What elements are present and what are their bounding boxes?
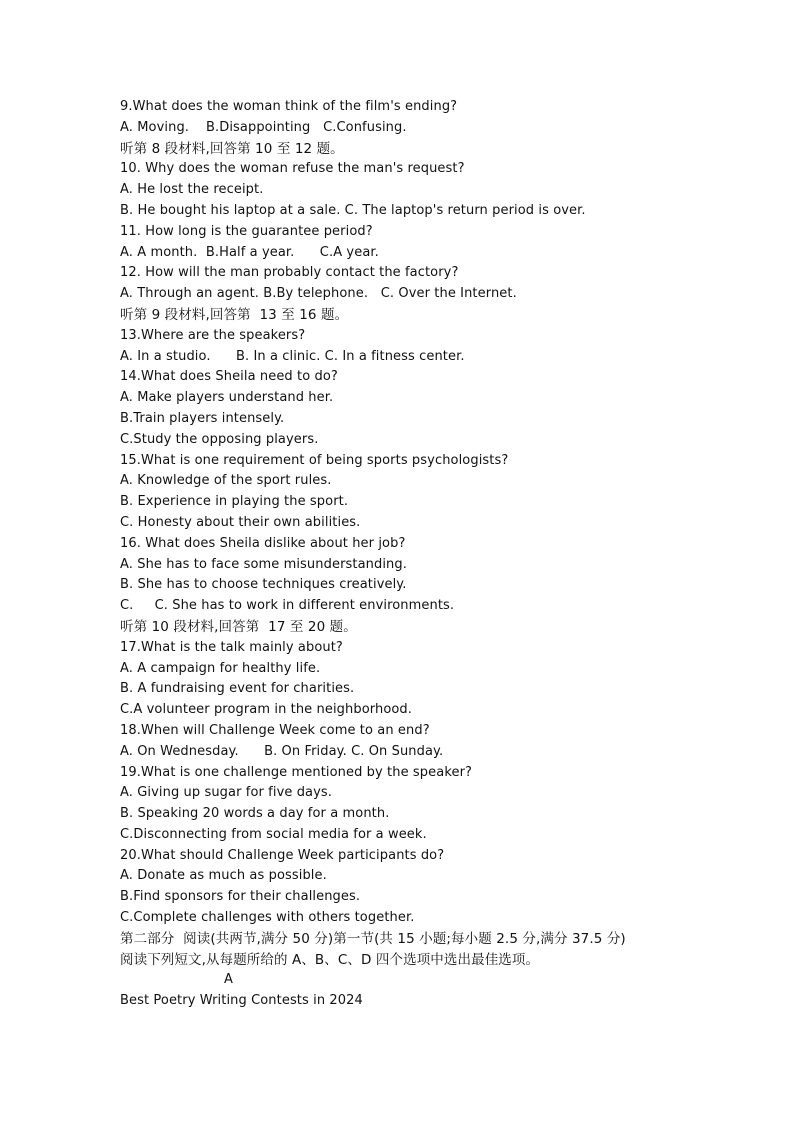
options-12: A. Through an agent. B.By telephone. C. Over the Internet. — [120, 286, 517, 302]
options-10bc: B. He bought his laptop at a sale. C. The laptop's return period is over. — [120, 202, 586, 218]
option-10a: A. He lost the receipt. — [120, 182, 264, 198]
option-20b: B.Find sponsors for their challenges. — [120, 889, 361, 905]
options-11: A. A month. B.Half a year. C.A year. — [120, 244, 379, 260]
question-20: 20.What should Challenge Week participants do? — [120, 847, 445, 863]
question-12: 12. How will the man probably contact the factory? — [120, 265, 459, 281]
option-16c: C. C. She has to work in different environments. — [120, 598, 455, 614]
section-instruction-9: 听第 9 段材料,回答第 13 至 16 题。 — [120, 306, 349, 323]
question-14: 14.What does Sheila need to do? — [120, 369, 338, 385]
option-20c: C.Complete challenges with others together. — [120, 910, 415, 926]
question-19: 19.What is one challenge mentioned by the speaker? — [120, 764, 473, 780]
question-13: 13.Where are the speakers? — [120, 327, 306, 343]
question-10: 10. Why does the woman refuse the man's request? — [120, 161, 465, 177]
options-18: A. On Wednesday. B. On Friday. C. On Sunday. — [120, 743, 444, 759]
option-17c: C.A volunteer program in the neighborhood. — [120, 702, 413, 718]
passage-label: A — [224, 972, 233, 988]
section-instruction-10: 听第 10 段材料,回答第 17 至 20 题。 — [120, 618, 357, 635]
option-14a: A. Make players understand her. — [120, 390, 334, 406]
question-15: 15.What is one requirement of being sports psychologists? — [120, 452, 509, 468]
exam-page — [120, 97, 730, 1012]
option-17b: B. A fundraising event for charities. — [120, 681, 355, 697]
option-14b: B.Train players intensely. — [120, 410, 285, 426]
option-19a: A. Giving up sugar for five days. — [120, 785, 333, 801]
options-9: A. Moving. B.Disappointing C.Confusing. — [120, 119, 407, 135]
part-two-heading: 第二部分 阅读(共两节,满分 50 分)第一节(共 15 小题;每小题 2.5 分,满分 37.5 分) — [120, 930, 626, 947]
option-19b: B. Speaking 20 words a day for a month. — [120, 806, 390, 822]
option-16a: A. She has to face some misunderstanding. — [120, 556, 407, 572]
question-9: 9.What does the woman think of the film's ending? — [120, 99, 458, 114]
option-14c: C.Study the opposing players. — [120, 431, 319, 447]
option-17a: A. A campaign for healthy life. — [120, 660, 321, 676]
option-16b: B. She has to choose techniques creatively. — [120, 577, 407, 593]
option-20a: A. Donate as much as possible. — [120, 868, 327, 884]
section-instruction-8: 听第 8 段材料,回答第 10 至 12 题。 — [120, 140, 344, 157]
option-15a: A. Knowledge of the sport rules. — [120, 473, 332, 489]
option-19c: C.Disconnecting from social media for a week. — [120, 826, 427, 842]
question-17: 17.What is the talk mainly about? — [120, 639, 343, 655]
options-13: A. In a studio. B. In a clinic. C. In a fitness center. — [120, 348, 465, 364]
option-15c: C. Honesty about their own abilities. — [120, 514, 361, 530]
question-18: 18.When will Challenge Week come to an end? — [120, 722, 430, 738]
question-16: 16. What does Sheila dislike about her job? — [120, 535, 406, 551]
question-11: 11. How long is the guarantee period? — [120, 223, 373, 239]
passage-title: Best Poetry Writing Contests in 2024 — [120, 993, 363, 1009]
option-15b: B. Experience in playing the sport. — [120, 494, 349, 510]
reading-instruction: 阅读下列短文,从每题所给的 A、B、C、D 四个选项中选出最佳选项。 — [120, 951, 540, 968]
